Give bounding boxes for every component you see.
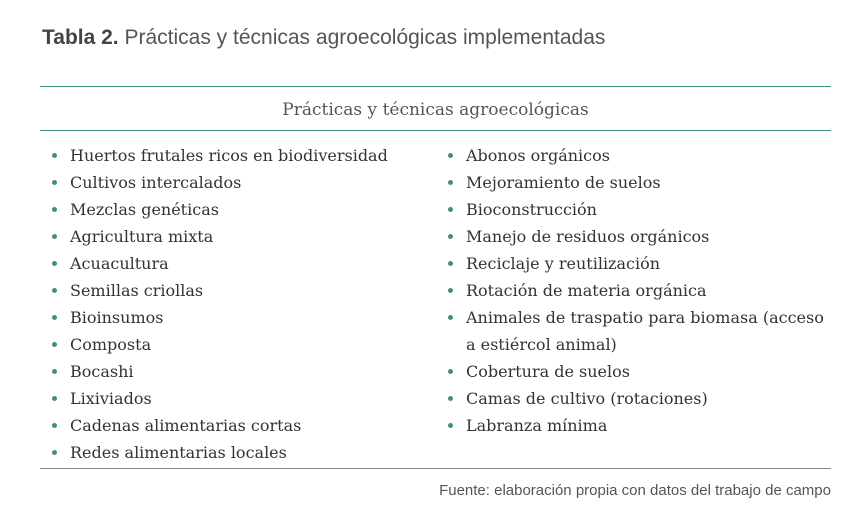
- list-item-text: Camas de cultivo (rotaciones): [466, 389, 708, 408]
- bullet-icon: [52, 261, 57, 266]
- bullet-icon: [448, 207, 453, 212]
- list-item: [52, 142, 432, 169]
- bullet-icon: [52, 423, 57, 428]
- list-item: [448, 304, 833, 358]
- list-item-text: Composta: [70, 335, 152, 354]
- bullet-icon: [448, 369, 453, 374]
- top-rule: [40, 86, 831, 87]
- list-item-text: Labranza mínima: [466, 416, 608, 435]
- bullet-icon: [52, 288, 57, 293]
- bullet-icon: [52, 369, 57, 374]
- list-item-text: Abonos orgánicos: [466, 146, 610, 165]
- list-item-text: Agricultura mixta: [70, 227, 214, 246]
- list-item-text: Animales de traspatio para biomasa (acceso a estiércol animal): [466, 308, 824, 354]
- bullet-icon: [448, 180, 453, 185]
- bullet-icon: [448, 153, 453, 158]
- list-item: [448, 142, 833, 169]
- list-item: [448, 412, 833, 439]
- list-item: [448, 385, 833, 412]
- table-number: Tabla 2.: [42, 26, 119, 49]
- list-item-text: Manejo de residuos orgánicos: [466, 227, 710, 246]
- list-item: [52, 250, 432, 277]
- list-item-text: Cultivos intercalados: [70, 173, 242, 192]
- bullet-icon: [448, 234, 453, 239]
- list-item-text: Cadenas alimentarias cortas: [70, 416, 302, 435]
- list-item: [52, 385, 432, 412]
- right-column-list: [448, 142, 833, 439]
- list-item-text: Mejoramiento de suelos: [466, 173, 661, 192]
- table-header: Prácticas y técnicas agroecológicas: [282, 100, 589, 120]
- left-column-list: [52, 142, 432, 466]
- list-item-text: Mezclas genéticas: [70, 200, 219, 219]
- bullet-icon: [448, 261, 453, 266]
- list-item: [52, 196, 432, 223]
- list-item: [52, 439, 432, 466]
- list-item-text: Cobertura de suelos: [466, 362, 630, 381]
- bullet-icon: [52, 180, 57, 185]
- bullet-icon: [52, 450, 57, 455]
- bullet-icon: [52, 234, 57, 239]
- list-item-text: Rotación de materia orgánica: [466, 281, 707, 300]
- list-item: [52, 304, 432, 331]
- list-item-text: Huertos frutales ricos en biodiversidad: [70, 146, 388, 165]
- list-item: [52, 277, 432, 304]
- list-item-text: Bioconstrucción: [466, 200, 597, 219]
- bullet-icon: [448, 315, 453, 320]
- list-item: [448, 223, 833, 250]
- list-item: [52, 331, 432, 358]
- list-item-text: Semillas criollas: [70, 281, 204, 300]
- list-item: [52, 169, 432, 196]
- source-note: Fuente: elaboración propia con datos del trabajo de campo: [439, 482, 831, 499]
- bottom-rule: [40, 468, 831, 469]
- list-item: [448, 250, 833, 277]
- list-item-text: Lixiviados: [70, 389, 152, 408]
- bullet-icon: [448, 288, 453, 293]
- list-item: [52, 412, 432, 439]
- bullet-icon: [52, 342, 57, 347]
- list-item: [448, 196, 833, 223]
- table-title: Prácticas y técnicas agroecológicas implementadas: [124, 26, 606, 49]
- list-item-text: Acuacultura: [70, 254, 169, 273]
- list-item-text: Bocashi: [70, 362, 134, 381]
- bullet-icon: [52, 315, 57, 320]
- table-caption: [42, 26, 605, 50]
- bullet-icon: [52, 396, 57, 401]
- list-item: [52, 358, 432, 385]
- header-rule: [40, 130, 831, 131]
- list-item: [52, 223, 432, 250]
- bullet-icon: [448, 396, 453, 401]
- list-item: [448, 169, 833, 196]
- list-item-text: Reciclaje y reutilización: [466, 254, 661, 273]
- bullet-icon: [448, 423, 453, 428]
- list-item-text: Redes alimentarias locales: [70, 443, 287, 462]
- bullet-icon: [52, 207, 57, 212]
- list-item: [448, 358, 833, 385]
- list-item-text: Bioinsumos: [70, 308, 164, 327]
- bullet-icon: [52, 153, 57, 158]
- list-item: [448, 277, 833, 304]
